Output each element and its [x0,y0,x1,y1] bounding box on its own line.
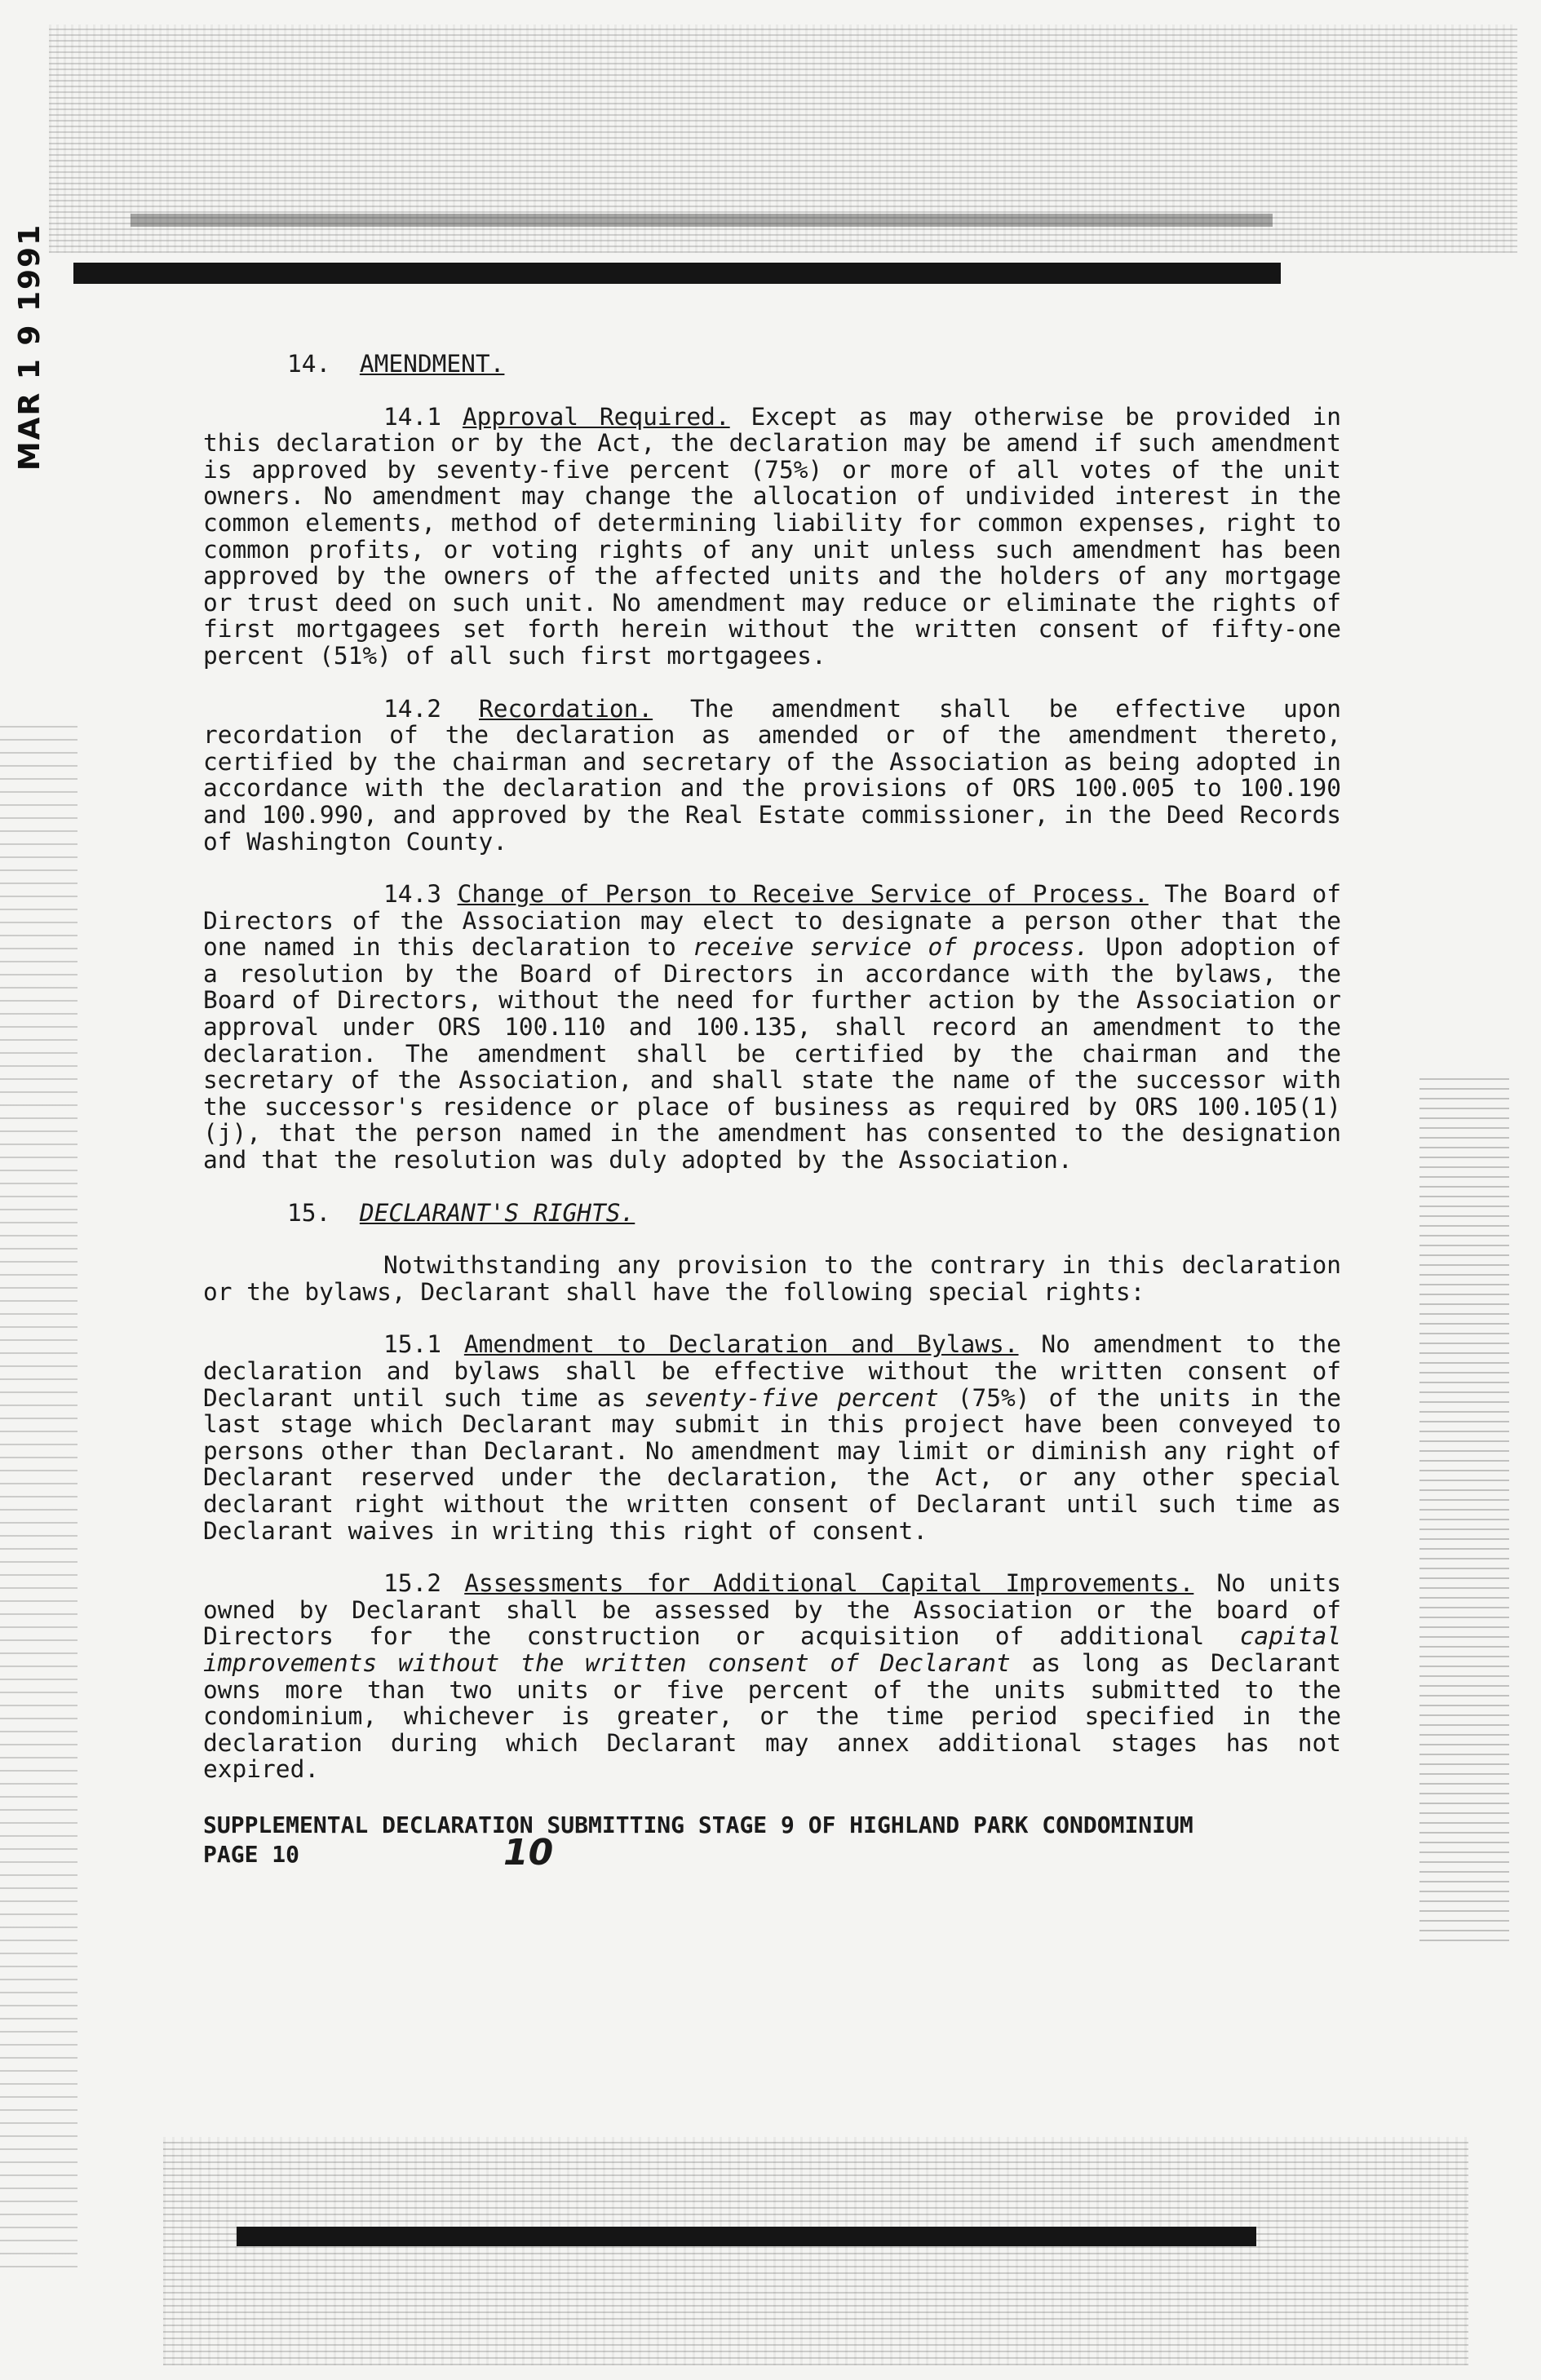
scan-bar-bottom-heavy [237,2227,1256,2246]
paragraph-text-italic: receive service of process. [692,933,1090,962]
paragraph-text: No amendment to the declaration and bylaws shall be effective without the written consent of Declarant until such time as [203,1330,1341,1412]
paragraph-title: Change of Person to Receive Service of Process. [457,880,1149,909]
paragraph-14-3 [203,881,1341,1174]
paragraph-14-2 [203,696,1341,856]
footer-page-label: PAGE 10 [203,1840,300,1868]
paragraph-number: 14.2 [383,694,442,723]
document-body [203,350,1342,1873]
paragraph-text-italic: seventy-five percent [644,1383,939,1412]
paragraph-text-italic: capital improvements without the written consent of Declarant [203,1622,1341,1677]
paragraph-title: Amendment to Declaration and Bylaws. [463,1330,1019,1359]
paragraph-title: Assessments for Additional Capital Improvements. [464,1569,1194,1598]
paragraph-15-1 [203,1331,1341,1544]
paragraph-text: The Board of Directors of the Association may elect to designate a person other that the one named in this declaration to [203,880,1341,962]
paragraph-number: 15.2 [383,1569,442,1598]
scan-noise-right-margin [1419,1077,1509,1941]
handwritten-page-number: 10 [503,1831,554,1873]
paragraph-text: Upon adoption of a resolution by the Board of Directors in accordance with the bylaws, the Board of Directors, without the need for further action by the Association or approval under ORS 100.110 and 100.135, shall record an amendment to the declaration. The amendment shall be certified by the chairman and the secretary of the Association, and shall state the name of the successor with the successor's residence or place of business as required by ORS 100.105(1)(j), that the person named in the amendment has consented to the designation and that the resolution was duly adopted by the Association. [203,933,1341,1175]
paragraph-text: No units owned by Declarant shall be assessed by the Association or the board of Directors for the construction or acquisition of additional [203,1569,1341,1651]
paragraph-text: Except as may otherwise be provided in this declaration or by the Act, the declaration may be amend if such amendment is approved by seventy-five percent (75%) or more of all votes of the unit owners. No amendment may change the allocation of undivided interest in the common elements, method of determining liability for common expenses, right to common profits, or voting rights of any unit unless such amendment has been approved by the owners of the affected units and the holders of any mortgage or trust deed on such unit. No amendment may reduce or eliminate the rights of first mortgagees set forth herein without the written consent of fifty-one percent (51%) of all such first mortgagees. [203,402,1341,670]
scan-bar-top [131,214,1273,227]
scan-noise-bottom [163,2137,1468,2365]
date-stamp: MAR 1 9 1991 [13,223,47,471]
paragraph-text: Notwithstanding any provision to the contrary in this declaration or the bylaws, Declarant shall have the following special rights: [203,1251,1341,1306]
paragraph-text: The amendment shall be effective upon recordation of the declaration as amended or of the amendment thereto, certified by the chairman and secretary of the Association as being adopted in accordance with the declaration and the provisions of ORS 100.005 to 100.190 and 100.990, and approved by the Real Estate commissioner, in the Deed Records of Washington County. [203,694,1342,856]
section-number: 15. [287,1198,331,1227]
section-15-heading [203,1200,1341,1227]
footer-page-row [203,1831,1341,1873]
paragraph-number: 15.1 [383,1330,442,1359]
section-title: AMENDMENT. [359,350,505,378]
section-number: 14. [287,350,331,378]
section-14-heading [203,351,1341,378]
paragraph-14-1 [203,404,1341,670]
paragraph-number: 14.3 [383,880,442,909]
paragraph-title: Approval Required. [462,402,730,431]
paragraph-number: 14.1 [383,402,442,431]
paragraph-15-2 [203,1570,1341,1783]
paragraph-title: Recordation. [478,694,653,723]
scan-bar-top-heavy [73,263,1281,284]
paragraph-15-intro [203,1252,1341,1305]
footer-title: SUPPLEMENTAL DECLARATION SUBMITTING STAGE 9 OF HIGHLAND PARK CONDOMINIUM [203,1811,1193,1838]
section-title: DECLARANT'S RIGHTS. [359,1198,635,1227]
scan-noise-left-margin [0,718,77,2267]
paragraph-text: as long as Declarant owns more than two units or five percent of the units submitted to the condominium, whichever is greater, or the time period specified in the declaration during which Declarant may annex additional stages has not expired. [203,1648,1341,1784]
page-footer [203,1811,1341,1873]
paragraph-text: (75%) of the units in the last stage which Declarant may submit in this project have been conveyed to persons other than Declarant. No amendment may limit or diminish any right of Declarant reserved under the declaration, the Act, or any other special declarant right without the written consent of Declarant until such time as Declarant waives in writing this right of consent. [203,1383,1341,1545]
